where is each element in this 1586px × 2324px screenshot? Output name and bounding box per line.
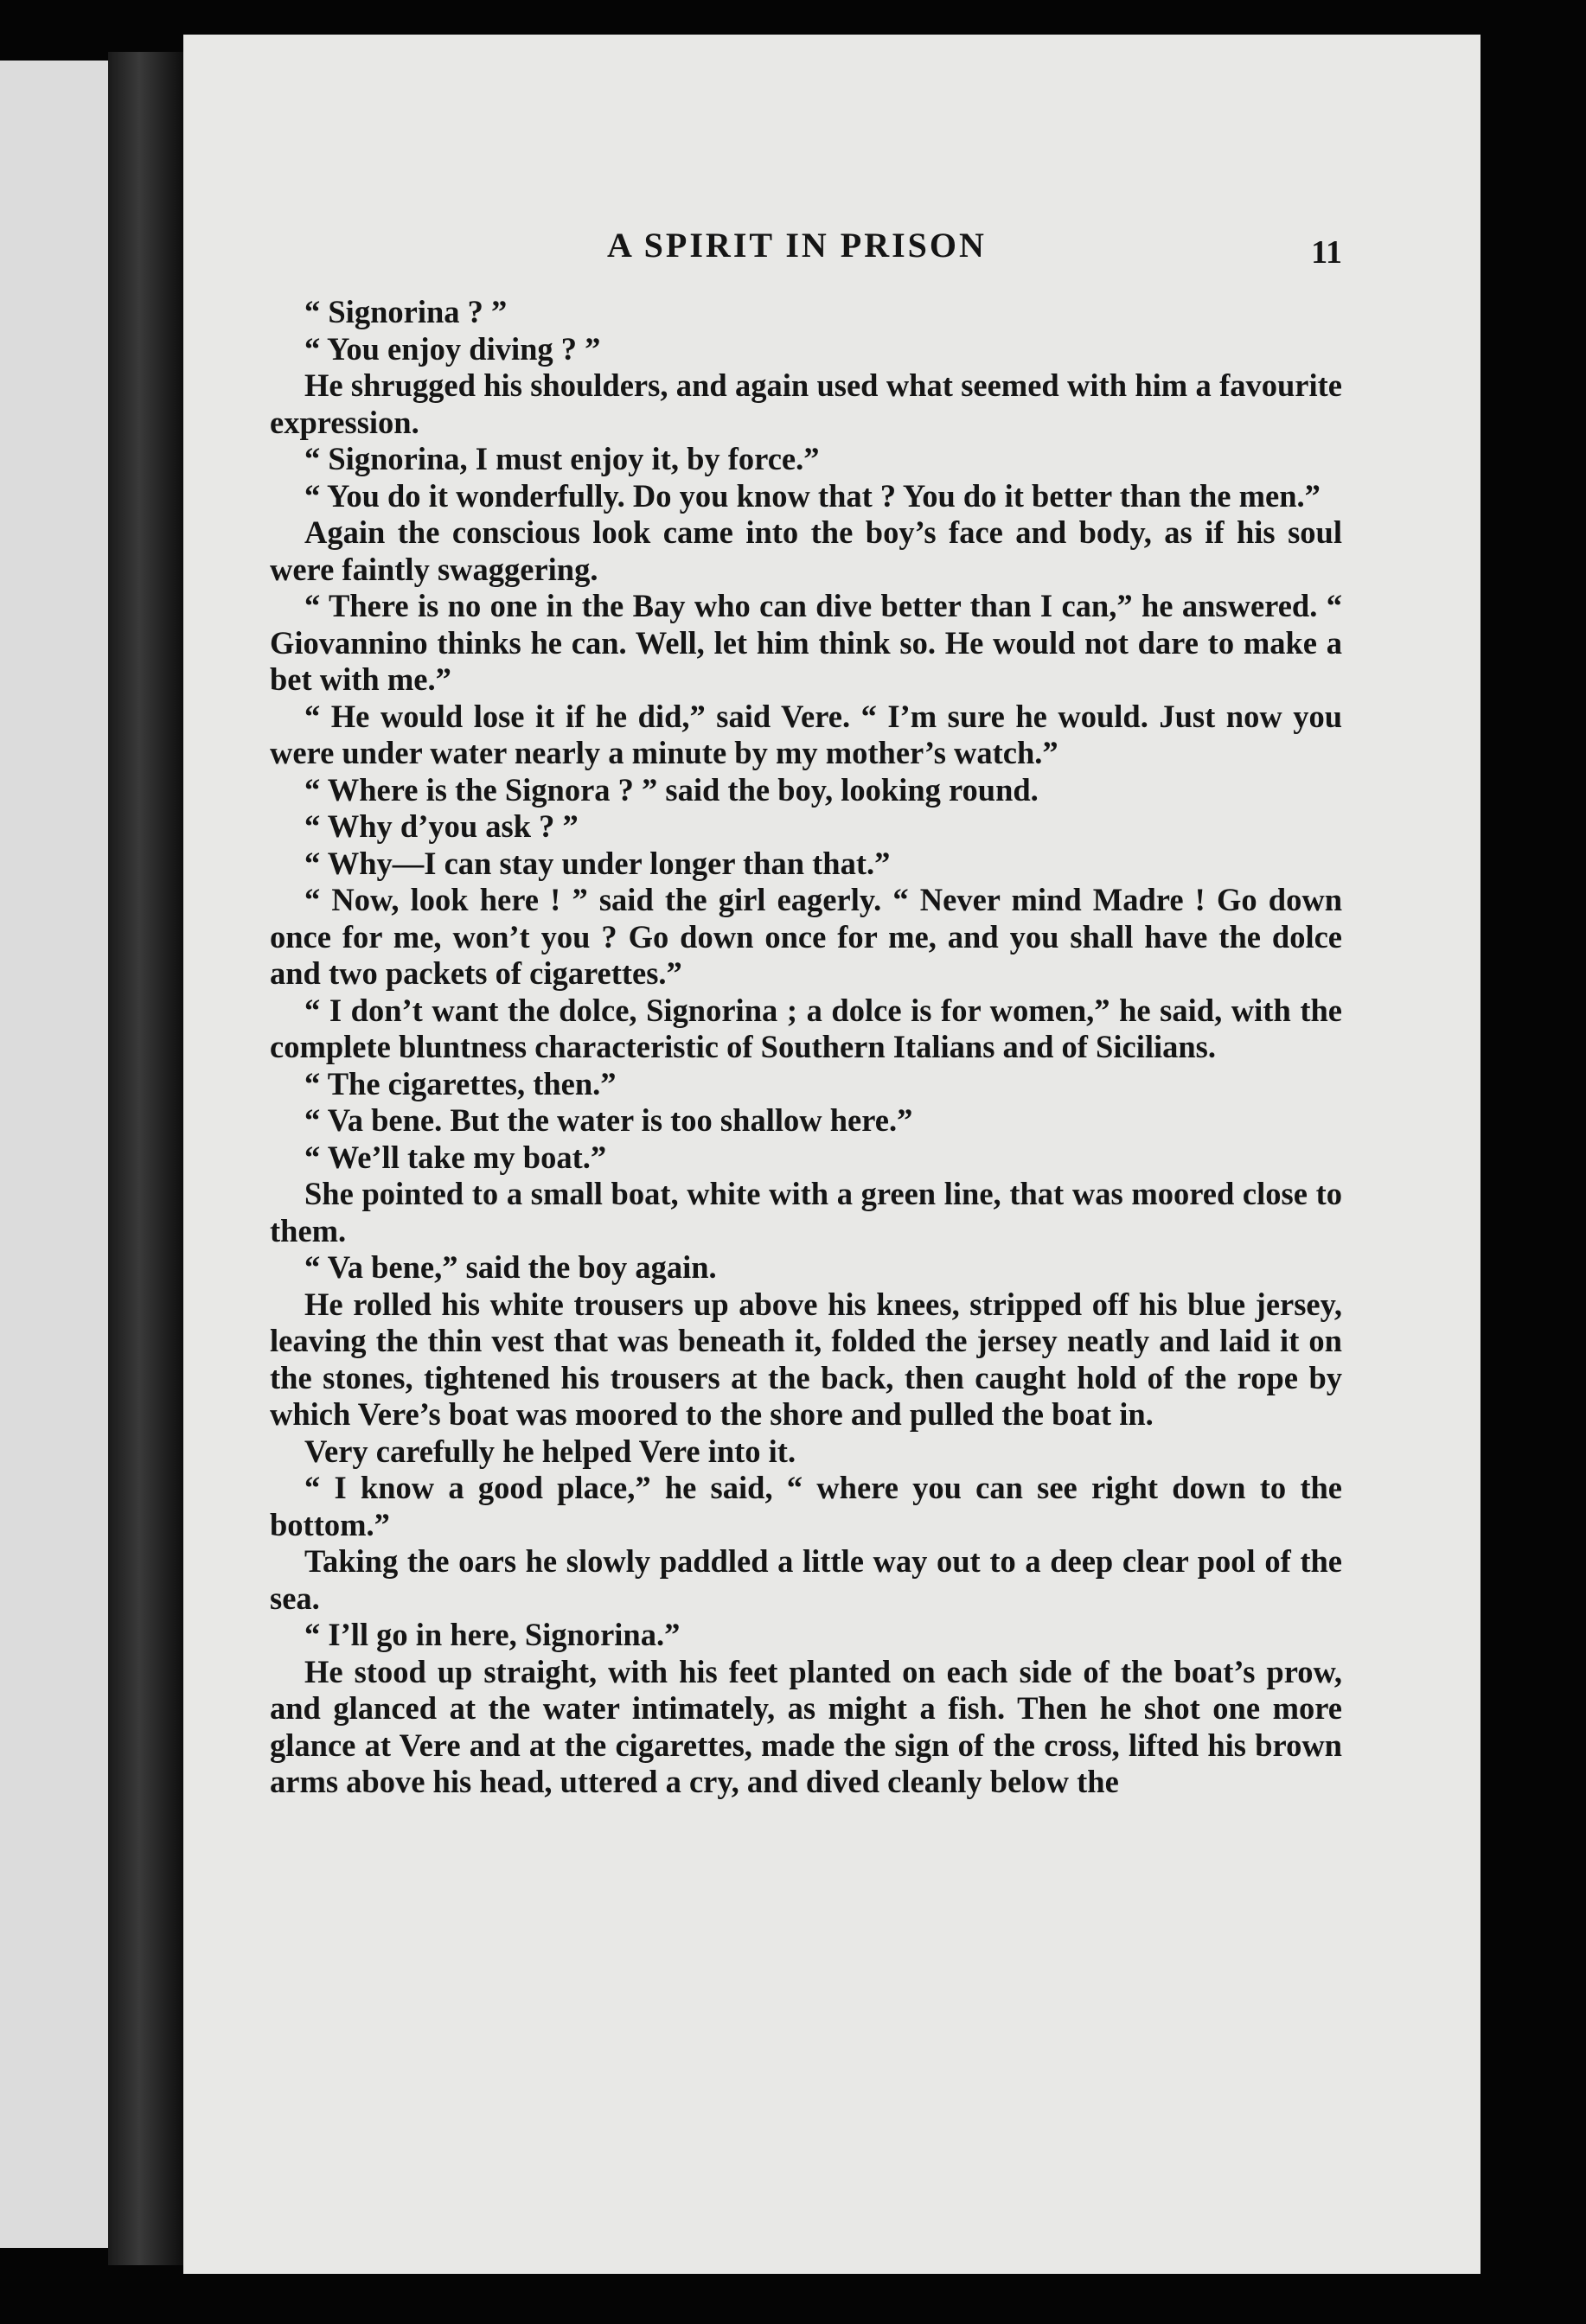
paragraph: He shrugged his shoulders, and again used what seemed with him a favourite expression. — [270, 367, 1342, 440]
paragraph: “ I’ll go in here, Signorina.” — [304, 1617, 681, 1652]
paragraph: “ Signorina ? ” — [304, 294, 508, 329]
paragraph: She pointed to a small boat, white with a green line, that was moored close to them. — [270, 1176, 1342, 1248]
paragraph: “ Va bene,” said the boy again. — [304, 1249, 717, 1285]
paragraph: “ You do it wonderfully. Do you know that ? You do it better than the men.” — [304, 477, 1321, 514]
paragraph: He stood up straight, with his feet planted on each side of the boat’s prow, and glanced at the water intimately, as might a fish. Then he shot one more glance at Vere and at the cigarettes, made the sign of the cross, lifted his brown arms above his head, uttered a cry, and dived cleanly below the — [270, 1653, 1342, 1799]
paragraph: “ There is no one in the Bay who can dive better than I can,” he answered. “ Giovannino thinks he can. Well, let him think so. He would not dare to make a bet with me.” — [270, 588, 1342, 697]
paragraph: Again the conscious look came into the boy’s face and body, as if his soul were faintly swaggering. — [270, 514, 1342, 587]
paragraph: “ Where is the Signora ? ” said the boy, looking round. — [304, 771, 1039, 808]
paragraph: “ I know a good place,” he said, “ where you can see right down to the bottom.” — [270, 1470, 1342, 1542]
page-number: 11 — [1311, 234, 1342, 271]
paragraph: Very carefully he helped Vere into it. — [304, 1433, 796, 1469]
paragraph: “ You enjoy diving ? ” — [304, 330, 601, 367]
paragraph: Taking the oars he slowly paddled a little way out to a deep clear pool of the sea. — [270, 1543, 1342, 1616]
paragraph: “ We’ll take my boat.” — [304, 1139, 607, 1175]
paragraph: “ I don’t want the dolce, Signorina ; a dolce is for women,” he said, with the complete bluntness characteristic of Southern Italians and of Sicilians. — [270, 992, 1342, 1064]
book-page — [183, 35, 1480, 2274]
paragraph: “ Now, look here ! ” said the girl eagerly. “ Never mind Madre ! Go down once for me, won’t you ? Go down once for me, and you shall have the dolce and two packets of cigarettes.” — [270, 882, 1342, 991]
body-text — [270, 294, 1342, 1801]
paragraph: “ Why—I can stay under longer than that.” — [304, 845, 891, 881]
paragraph: He rolled his white trousers up above his knees, stripped off his blue jersey, leaving the thin vest that was beneath it, folded the jersey neatly and laid it on the stones, tightened his trousers at the back, then caught hold of the rope by which Vere’s boat was moored to the shore and pulled the boat in. — [270, 1286, 1342, 1432]
book-gutter — [108, 52, 186, 2265]
left-page-edge — [0, 61, 108, 2248]
running-title: A SPIRIT IN PRISON — [607, 226, 987, 265]
running-head — [270, 225, 1342, 285]
paragraph: “ The cigarettes, then.” — [304, 1065, 617, 1101]
paragraph: “ He would lose it if he did,” said Vere. “ I’m sure he would. Just now you were under water nearly a minute by my mother’s watch.” — [270, 698, 1342, 770]
paragraph: “ Signorina, I must enjoy it, by force.” — [304, 441, 820, 476]
page-content — [270, 225, 1342, 1801]
paragraph: “ Why d’you ask ? ” — [304, 808, 579, 844]
paragraph: “ Va bene. But the water is too shallow here.” — [304, 1102, 913, 1138]
